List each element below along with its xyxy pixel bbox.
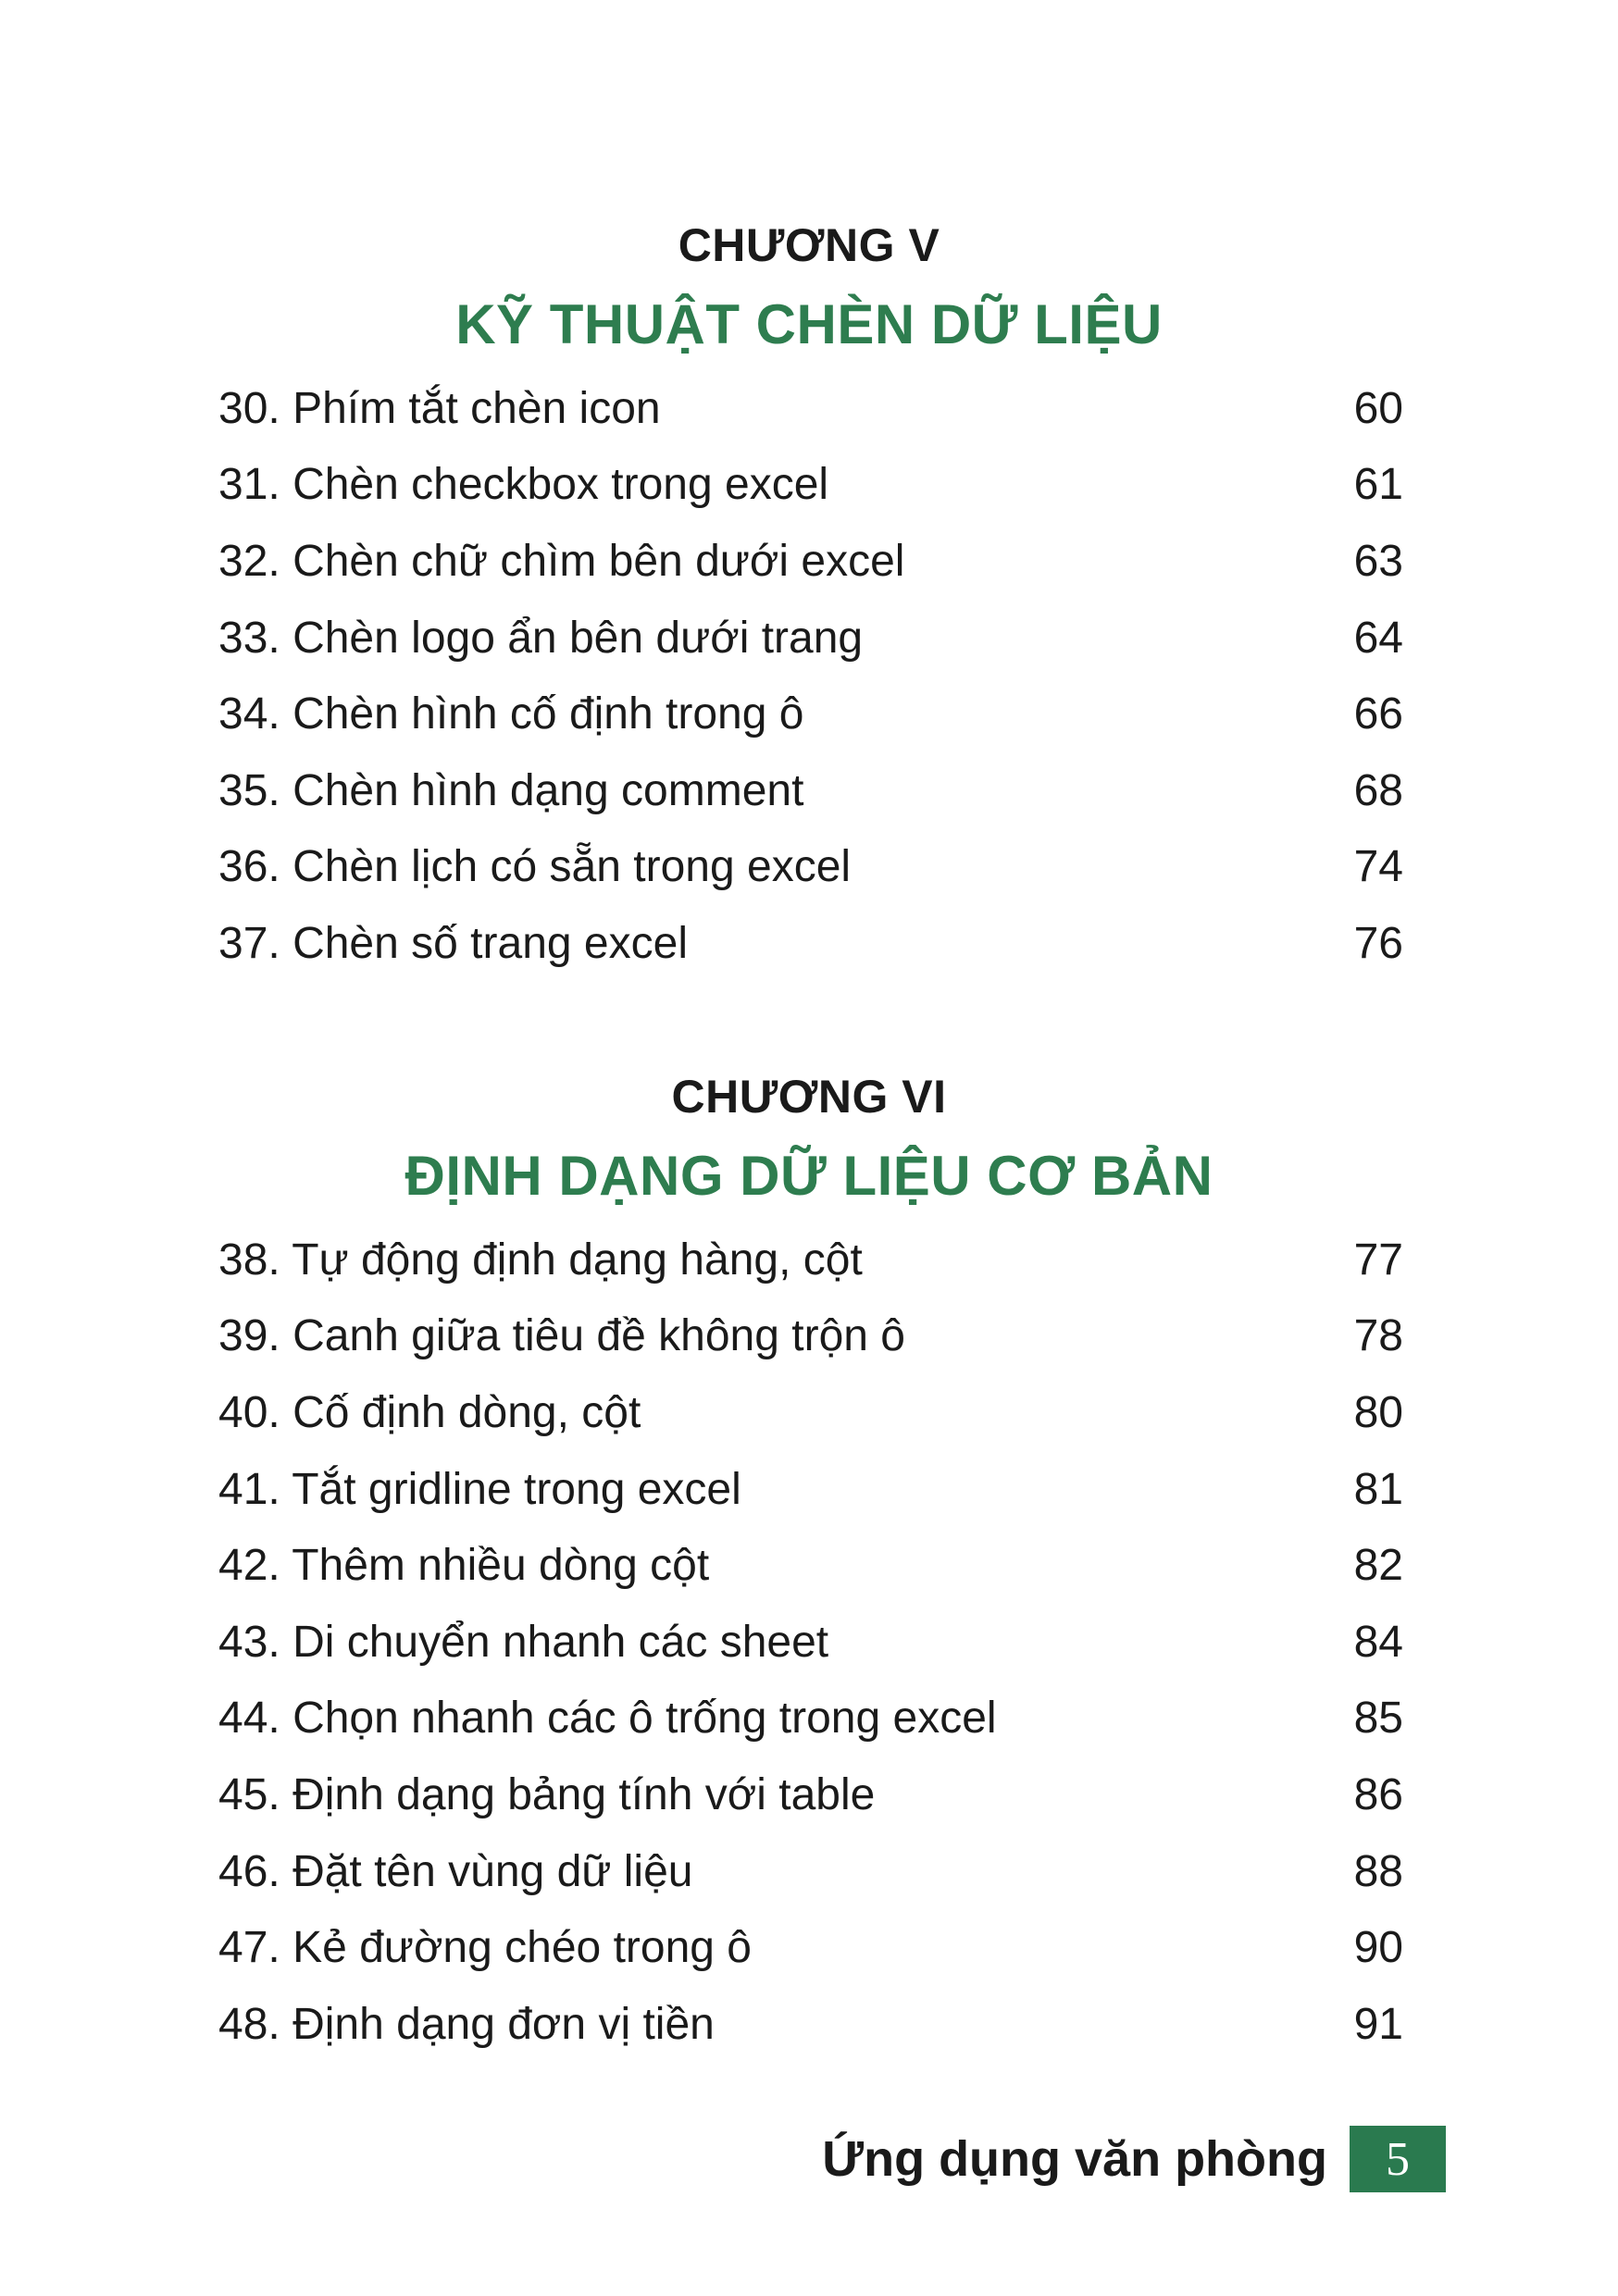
toc-entry-title: 45. Định dạng bảng tính với table — [218, 1769, 876, 1819]
toc-entry-title: 37. Chèn số trang excel — [218, 918, 688, 968]
toc-list-chapter-6 — [218, 1222, 1403, 2063]
toc-entry-title: 44. Chọn nhanh các ô trống trong excel — [218, 1694, 997, 1744]
toc-entry[interactable] — [218, 1298, 1403, 1375]
toc-entry-page: 61 — [1353, 460, 1403, 510]
toc-entry-title: 41. Tắt gridline trong excel — [218, 1464, 741, 1514]
toc-entry-title: 31. Chèn checkbox trong excel — [218, 460, 829, 510]
toc-entry-page: 64 — [1353, 613, 1403, 663]
toc-entry[interactable] — [218, 1451, 1403, 1528]
toc-entry-title: 33. Chèn logo ẩn bên dưới trang — [218, 613, 864, 663]
toc-entry-title: 43. Di chuyển nhanh các sheet — [218, 1617, 829, 1667]
toc-entry-page: 81 — [1353, 1464, 1403, 1514]
toc-entry-title: 48. Định dạng đơn vị tiền — [218, 1999, 715, 2049]
toc-entry-page: 77 — [1353, 1235, 1403, 1285]
toc-entry[interactable] — [218, 1527, 1403, 1604]
toc-entry[interactable] — [218, 1222, 1403, 1298]
toc-entry-title: 35. Chèn hình dạng comment — [218, 765, 804, 815]
toc-entry-page: 74 — [1353, 842, 1403, 892]
toc-entry-page: 60 — [1353, 383, 1403, 433]
toc-entry[interactable] — [218, 829, 1403, 906]
toc-entry-page: 76 — [1353, 918, 1403, 968]
toc-entry-title: 32. Chèn chữ chìm bên dưới excel — [218, 536, 905, 586]
toc-entry-title: 40. Cố định dòng, cột — [218, 1387, 641, 1437]
toc-entry[interactable] — [218, 752, 1403, 829]
toc-entry-page: 90 — [1353, 1923, 1403, 1973]
toc-entry[interactable] — [218, 1833, 1403, 1910]
toc-entry-title: 42. Thêm nhiều dòng cột — [218, 1541, 710, 1591]
toc-entry-title: 46. Đặt tên vùng dữ liệu — [218, 1846, 693, 1896]
toc-entry[interactable] — [218, 370, 1403, 447]
toc-entry-page: 63 — [1353, 536, 1403, 586]
toc-entry[interactable] — [218, 1909, 1403, 1986]
footer-book-title: Ứng dụng văn phòng — [822, 2131, 1327, 2187]
toc-entry[interactable] — [218, 676, 1403, 752]
toc-entry-page: 80 — [1353, 1387, 1403, 1437]
chapter-label: CHƯƠNG VI — [671, 1071, 947, 1123]
toc-entry[interactable] — [218, 600, 1403, 676]
chapter-label: CHƯƠNG V — [678, 219, 940, 271]
chapter-title: KỸ THUẬT CHÈN DỮ LIỆU — [455, 293, 1163, 355]
toc-entry[interactable] — [218, 523, 1403, 600]
toc-entry[interactable] — [218, 1374, 1403, 1451]
toc-entry-title: 30. Phím tắt chèn icon — [218, 383, 661, 433]
toc-entry[interactable] — [218, 905, 1403, 982]
toc-entry[interactable] — [218, 447, 1403, 524]
toc-entry-title: 47. Kẻ đường chéo trong ô — [218, 1923, 752, 1973]
toc-list-chapter-5 — [218, 370, 1403, 982]
toc-entry-title: 34. Chèn hình cố định trong ô — [218, 689, 804, 739]
toc-entry-page: 86 — [1353, 1769, 1403, 1819]
toc-entry[interactable] — [218, 1756, 1403, 1833]
toc-entry-title: 38. Tự động định dạng hàng, cột — [218, 1235, 863, 1285]
toc-entry-title: 39. Canh giữa tiêu đề không trộn ô — [218, 1311, 905, 1361]
toc-entry-page: 78 — [1353, 1311, 1403, 1361]
toc-entry[interactable] — [218, 1986, 1403, 2063]
toc-entry[interactable] — [218, 1681, 1403, 1757]
toc-entry-page: 91 — [1353, 1999, 1403, 2049]
toc-entry-page: 82 — [1353, 1541, 1403, 1591]
toc-entry-page: 85 — [1353, 1694, 1403, 1744]
page-number-badge: 5 — [1350, 2126, 1446, 2192]
toc-entry-title: 36. Chèn lịch có sẵn trong excel — [218, 842, 852, 892]
page-footer — [822, 2125, 1446, 2193]
toc-entry-page: 68 — [1353, 765, 1403, 815]
chapter-title: ĐỊNH DẠNG DỮ LIỆU CƠ BẢN — [404, 1145, 1214, 1207]
toc-entry-page: 88 — [1353, 1846, 1403, 1896]
toc-entry[interactable] — [218, 1604, 1403, 1681]
toc-entry-page: 84 — [1353, 1617, 1403, 1667]
toc-entry-page: 66 — [1353, 689, 1403, 739]
